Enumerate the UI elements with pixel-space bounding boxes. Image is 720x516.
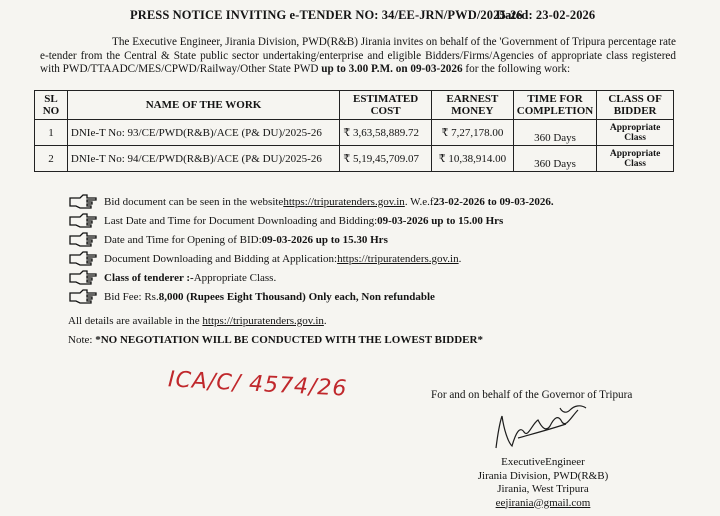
intro-paragraph (40, 36, 676, 77)
col-class-of-bidder: CLASS OF BIDDER (597, 91, 674, 120)
row-work-name: DNIe-T No: 94/CE/PWD(R&B)/ACE (P& DU)/2025-26 (67, 146, 339, 172)
signature-graphic (488, 402, 598, 454)
intro-text-1: The Executive Engineer, Jirania Division, PWD(R&B) Jirania invites on behalf of the 'Government of Tripura percentage rate e-tender from the Central & State public sector undertaking/enterprise and eligible Bidders/Firms/Agencies of appropriate class registered with PWD/TTAADC/MES/CPWD/Railway/Other State PWD (40, 36, 676, 76)
col-sl-no: SL NO (35, 91, 68, 120)
note-label: Note: (68, 334, 96, 346)
tender-website-link[interactable]: https://tripuratenders.gov.in (283, 195, 405, 208)
row-earnest-money: ₹ 7,27,178.00 (431, 120, 513, 146)
class-of-tenderer-label: Class of tenderer :- (104, 271, 194, 284)
works-table (34, 90, 674, 172)
col-name-of-work: NAME OF THE WORK (67, 91, 339, 120)
bid-fee-label: Bid Fee: Rs. (104, 290, 159, 303)
table-row (35, 120, 674, 146)
bullet-item (68, 249, 668, 268)
signatory-block (468, 456, 618, 510)
table-header-row (35, 91, 674, 120)
row-estimated-cost: ₹ 5,19,45,709.07 (340, 146, 432, 172)
last-date-value: 09-03-2026 up to 15.00 Hrs (377, 214, 504, 227)
details-end: . (323, 315, 327, 327)
row-earnest-money: ₹ 10,38,914.00 (431, 146, 513, 172)
pointing-hand-icon (68, 251, 98, 267)
details-label: All details are available in the (68, 315, 203, 327)
class-of-tenderer-value: Appropriate Class. (193, 271, 277, 284)
signatory-title: ExecutiveEngineer (501, 456, 585, 468)
row-sl: 1 (35, 120, 68, 146)
notice-heading: PRESS NOTICE INVITING e-TENDER NO: 34/EE-JRN/PWD/2025-26 (130, 8, 523, 22)
note-text: *NO NEGOTIATION WILL BE CONDUCTED WITH THE LOWEST BIDDER* (95, 334, 483, 346)
last-date-label: Last Date and Time for Document Downloading and Bidding: (104, 214, 378, 227)
signatory-division: Jirania Division, PWD(R&B) (477, 469, 609, 482)
bullet-item (68, 230, 668, 249)
bullet-item (68, 268, 668, 287)
pointing-hand-icon (68, 289, 98, 305)
bullet-item (68, 192, 668, 211)
col-earnest-money: EARNEST MONEY (431, 91, 513, 120)
application-link[interactable]: https://tripuratenders.gov.in (337, 252, 459, 265)
notice-header (130, 8, 596, 23)
bid-document-end: . (550, 195, 554, 208)
application-end: . (458, 252, 462, 265)
opening-date-value: 09-03-2026 up to 15.30 Hrs (261, 233, 388, 246)
application-label: Document Downloading and Bidding at Application: (104, 252, 338, 265)
signatory-email-link[interactable]: eejirania@gmail.com (495, 496, 591, 509)
bullet-list (68, 192, 668, 306)
col-time-for-completion: TIME FOR COMPLETION (513, 91, 596, 120)
row-sl: 2 (35, 146, 68, 172)
row-completion: 360 Days (513, 146, 596, 172)
pointing-hand-icon (68, 213, 98, 229)
row-estimated-cost: ₹ 3,63,58,889.72 (340, 120, 432, 146)
pointing-hand-icon (68, 194, 98, 210)
row-work-name: DNIe-T No: 93/CE/PWD(R&B)/ACE (P& DU)/2025-26 (67, 120, 339, 146)
handwritten-reference: ICA/C/ 4574/26 (167, 367, 349, 402)
note-line (68, 334, 483, 346)
row-completion: 360 Days (513, 120, 596, 146)
pointing-hand-icon (68, 232, 98, 248)
row-bidder-class: Appropriate Class (597, 120, 674, 146)
table-row (35, 146, 674, 172)
bid-document-label: Bid document can be seen in the website (104, 195, 284, 208)
pointing-hand-icon (68, 270, 98, 286)
on-behalf-text: For and on behalf of the Governor of Tripura (431, 389, 633, 401)
signatory-place: Jirania, West Tripura (497, 483, 589, 495)
details-link[interactable]: https://tripuratenders.gov.in (202, 315, 324, 327)
bid-document-dates: 23-02-2026 to 09-03-2026 (433, 195, 551, 208)
intro-deadline: up to 3.00 P.M. on 09-03-2026 (321, 63, 463, 76)
bid-document-mid: . W.e.f (404, 195, 434, 208)
col-estimated-cost: ESTIMATED COST (340, 91, 432, 120)
bullet-item (68, 287, 668, 306)
opening-date-label: Date and Time for Opening of BID: (104, 233, 262, 246)
bullet-item (68, 211, 668, 230)
details-line (68, 315, 327, 327)
bid-fee-value: 8,000 (Rupees Eight Thousand) Only each, Non refundable (158, 290, 435, 303)
notice-date: Dated: 23-02-2026 (496, 8, 596, 22)
intro-text-2: for the following work: (462, 63, 571, 76)
row-bidder-class: Appropriate Class (597, 146, 674, 172)
